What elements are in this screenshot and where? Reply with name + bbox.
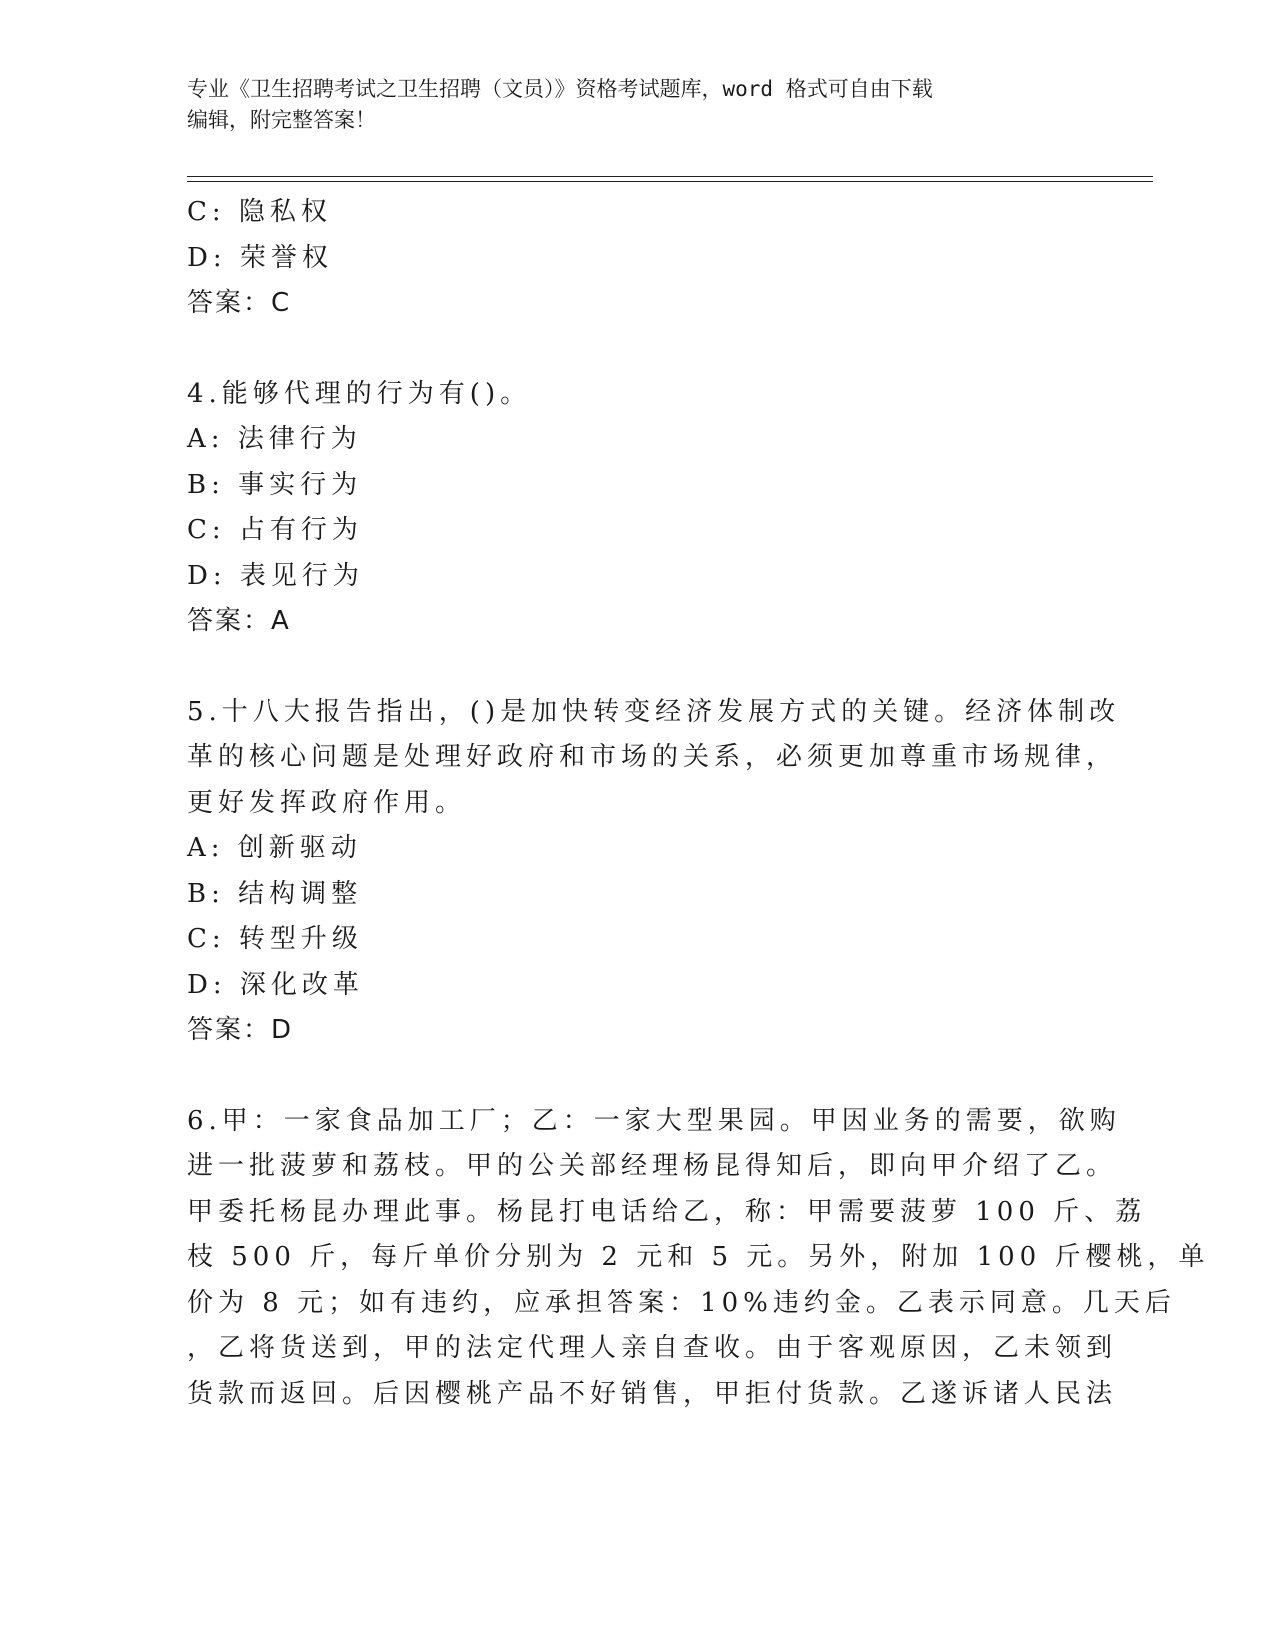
question-stem-line: 进一批菠萝和荔枝。甲的公关部经理杨昆得知后，即向甲介绍了乙。 — [187, 1151, 1118, 1181]
header-rule-top — [187, 176, 1153, 177]
header-line-2: 编辑，附完整答案！ — [187, 108, 376, 132]
answer: 答案：C — [187, 288, 292, 318]
question-3-tail — [187, 190, 1067, 327]
header-line-1: 专业《卫生招聘考试之卫生招聘（文员）》资格考试题库，word 格式可自由下载 — [187, 77, 933, 101]
option-d: D: 表见行为 — [187, 560, 364, 591]
option-a: A: 法律行为 — [187, 424, 362, 454]
option-b: B: 事实行为 — [187, 469, 363, 500]
answer: 答案：D — [187, 1015, 294, 1045]
question-stem-line: 货款而返回。后因樱桃产品不好销售，甲拒付货款。乙遂诉诸人民法 — [187, 1378, 1118, 1409]
option-d: D: 荣誉权 — [187, 242, 333, 273]
question-4 — [187, 372, 1067, 645]
question-stem-line: 价为 8 元；如有违约，应承担答案：10%违约金。乙表示同意。几天后 — [187, 1287, 1176, 1318]
question-6 — [187, 1099, 1210, 1418]
question-stem-line: ，乙将货送到，甲的法定代理人亲自查收。由于客观原因，乙未领到 — [187, 1333, 1118, 1363]
question-stem-line: 甲委托杨昆办理此事。杨昆打电话给乙，称：甲需要菠萝 100 斤、荔 — [187, 1196, 1147, 1227]
option-d: D: 深化改革 — [187, 969, 364, 1000]
question-stem-line: 枝 500 斤，每斤单价分别为 2 元和 5 元。另外，附加 100 斤樱桃，单 — [187, 1242, 1210, 1272]
question-5 — [187, 690, 1121, 1054]
question-stem-line: 6.甲：一家食品加工厂；乙：一家大型果园。甲因业务的需要，欲购 — [187, 1105, 1121, 1136]
page-header — [187, 74, 1067, 136]
question-stem-line: 5.十八大报告指出，()是加快转变经济发展方式的关键。经济体制改 — [187, 696, 1121, 727]
option-b: B: 结构调整 — [187, 878, 363, 909]
question-stem-line: 革的核心问题是处理好政府和市场的关系，必须更加尊重市场规律， — [187, 742, 1118, 772]
option-c: C: 隐私权 — [187, 197, 332, 227]
question-stem-line: 更好发挥政府作用。 — [187, 787, 467, 818]
header-rule-bottom — [187, 181, 1153, 182]
answer: 答案：A — [187, 606, 291, 636]
option-c: C: 占有行为 — [187, 515, 363, 545]
question-stem: 4.能够代理的行为有()。 — [187, 378, 532, 409]
option-a: A: 创新驱动 — [187, 833, 362, 863]
page-content — [187, 190, 1210, 1417]
option-c: C: 转型升级 — [187, 924, 363, 954]
